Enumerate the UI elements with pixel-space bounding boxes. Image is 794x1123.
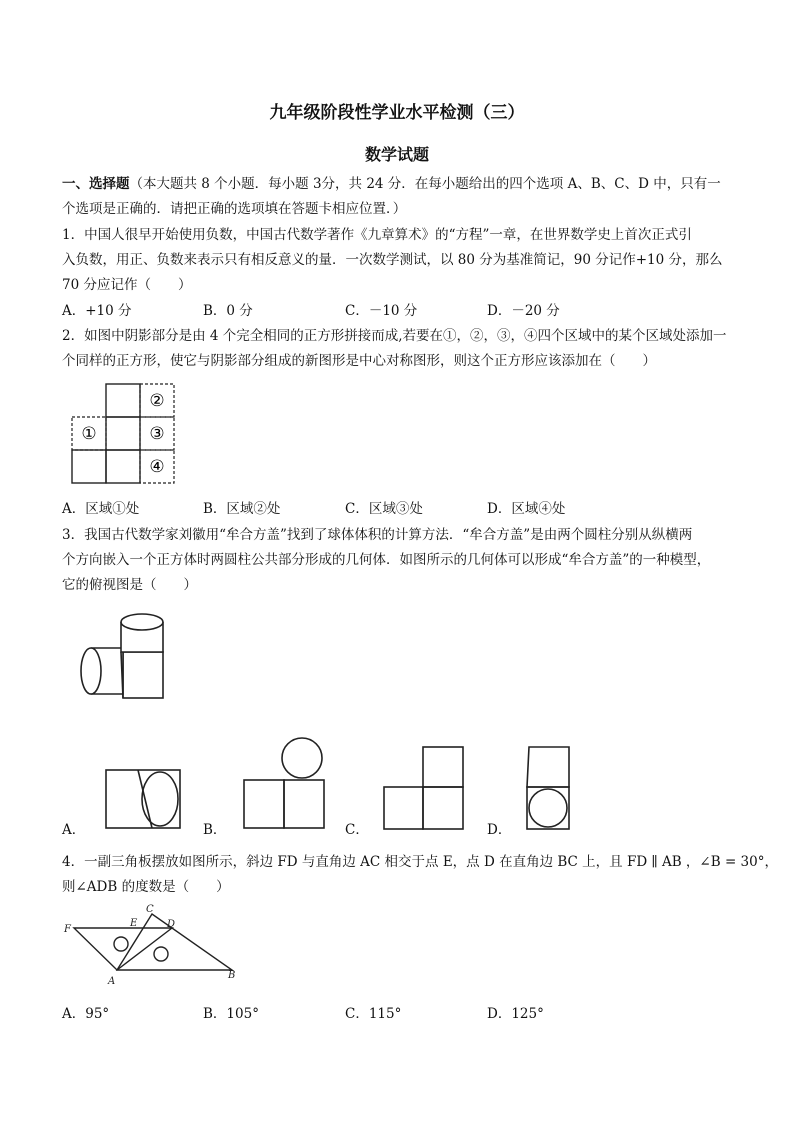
point-c-label: C [146,904,154,915]
q1-option-b: B．0 分 [203,303,253,319]
region-3-label: ③ [149,424,165,444]
q4-option-b: B．105° [203,1006,259,1022]
q2-line1: 2．如图中阴影部分是由 4 个完全相同的正方形拼接而成,若要在①，②，③，④四个区域中的某个区域处添加一 [62,328,727,344]
q4-option-d: D．125° [487,1006,544,1022]
q3-line2: 个方向嵌入一个正方体时两圆柱公共部分形成的几何体．如图所示的几何体可以形成“牟合方盖”的一种模型， [62,552,711,568]
q3-line1: 3．我国古代数学家刘徽用“牟合方盖”找到了球体体积的计算方法．“牟合方盖”是由两个圆柱分别从纵横两 [62,527,693,543]
q3-option-d: D． [487,822,512,838]
q2-figure [70,382,180,492]
q1-option-a: A．+10 分 [62,303,132,319]
region-1-label: ① [81,424,97,444]
q2-option-b: B．区域②处 [203,501,281,517]
q4-option-c: C．115° [345,1006,402,1022]
page-subtitle: 数学试题 [364,145,429,164]
q3-option-b-figure [242,734,326,834]
q3-option-a-figure [104,768,186,832]
section-intro-line2: 个选项是正确的．请把正确的选项填在答题卡相应位置．） [62,201,407,217]
q1-line1: 1．中国人很早开始使用负数，中国古代数学著作《九章算术》的“方程”一章，在世界数学史上首次正式引 [62,227,692,243]
q2-option-a: A．区域①处 [62,501,140,517]
q2-option-d: D．区域④处 [487,501,566,517]
q4-line2: 则∠ADB 的度数是（ ） [62,879,230,895]
section-heading: 一、选择题 [62,176,130,192]
section-intro-line1 [62,172,721,192]
q3-line3: 它的俯视图是（ ） [62,577,197,593]
region-4-label: ④ [149,457,165,477]
q3-option-d-figure [525,745,575,835]
q2-line2: 个同样的正方形，使它与阴影部分组成的新图形是中心对称图形，则这个正方形应该添加在（ ） [62,353,656,369]
q1-option-d: D．－20 分 [487,303,560,319]
q3-option-b: B． [203,822,227,838]
q2-option-c: C．区域③处 [345,501,423,517]
point-e-label: E [130,918,138,929]
point-d-label: D [167,919,176,930]
q4-triangle-figure [60,902,246,992]
section-intro-text: （本大题共 8 个小题．每小题 3分，共 24 分．在每小题给出的四个选项 A、B、C、D 中，只有一 [129,176,721,192]
q3-option-c-figure [382,745,466,835]
q3-option-a: A． [62,822,86,838]
point-f-label: F [64,924,71,935]
region-2-label: ② [149,391,165,411]
point-b-label: B [228,970,236,981]
q3-solid-figure [76,608,176,704]
q1-line2: 入负数，用正、负数来表示只有相反意义的量．一次数学测试，以 80 分为基准简记，90 分记作+10 分，那么 [62,252,723,268]
point-a-label: A [108,976,116,987]
q3-option-c: C． [345,822,369,838]
q4-line1: 4．一副三角板摆放如图所示，斜边 FD 与直角边 AC 相交于点 E，点 D 在直角边 BC 上，且 FD ∥ AB ，∠B = 30°， [62,854,778,870]
page-title: 九年级阶段性学业水平检测（三） [269,103,525,123]
q1-option-c: C．－10 分 [345,303,418,319]
q4-option-a: A．95° [62,1006,110,1022]
q1-line3: 70 分应记作（ ） [62,277,192,293]
